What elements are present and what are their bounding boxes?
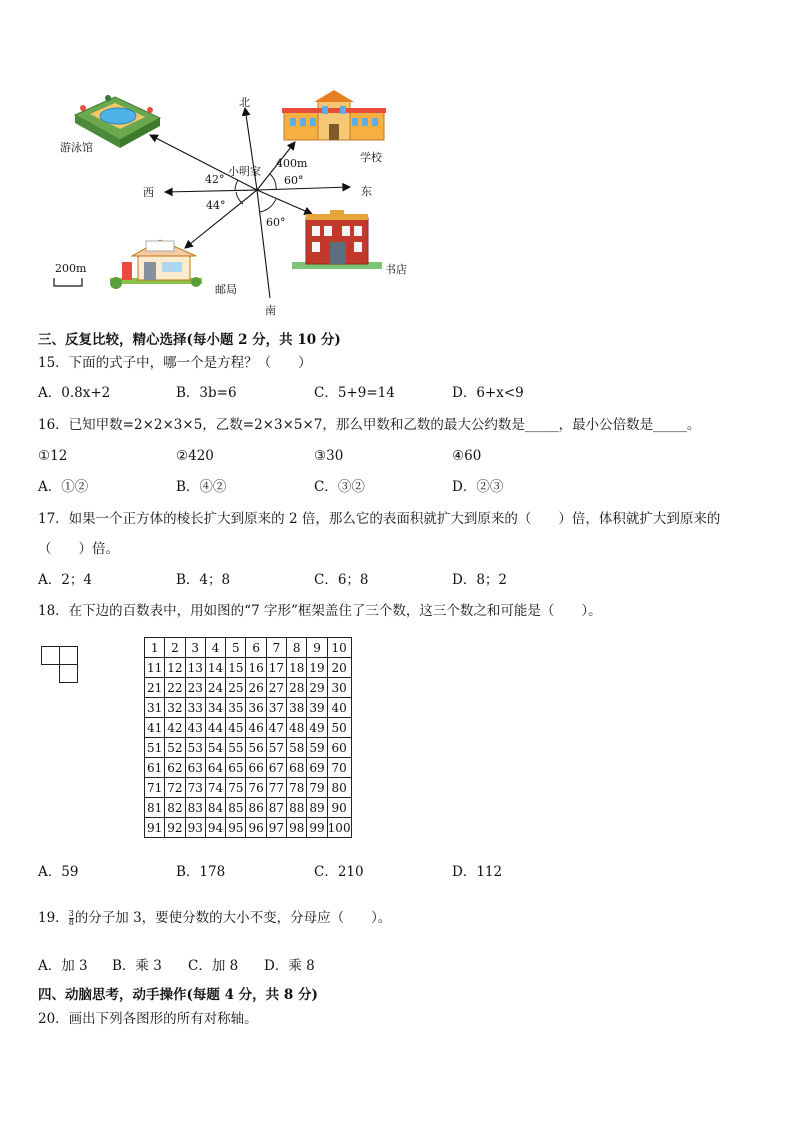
table-cell: 44 — [205, 718, 225, 738]
table-cell: 84 — [205, 798, 225, 818]
table-cell: 23 — [185, 678, 205, 698]
table-cell: 89 — [307, 798, 327, 818]
table-row — [145, 638, 352, 658]
table-cell: 6 — [246, 638, 266, 658]
table-cell: 5 — [226, 638, 246, 658]
arc-pool — [235, 180, 238, 191]
q16-stem: 16．已知甲数=2×2×3×5，乙数=2×3×5×7，那么甲数和乙数的最大公约数是_____，最小公倍数是_____。 — [38, 417, 701, 433]
table-cell: 68 — [287, 758, 307, 778]
table-cell: 25 — [226, 678, 246, 698]
table-cell: 94 — [205, 818, 225, 838]
q15-option-b[interactable]: B．3b=6 — [176, 385, 237, 401]
pool-label: 游泳馆 — [60, 141, 93, 154]
q19-number: 19． — [38, 910, 69, 926]
angle-post-label: 44° — [206, 199, 226, 212]
table-cell: 42 — [165, 718, 185, 738]
table-cell: 58 — [287, 738, 307, 758]
table-cell: 88 — [287, 798, 307, 818]
table-cell: 31 — [145, 698, 165, 718]
table-cell: 13 — [185, 658, 205, 678]
table-cell: 99 — [307, 818, 327, 838]
table-cell: 47 — [266, 718, 286, 738]
table-cell: 22 — [165, 678, 185, 698]
table-cell: 33 — [185, 698, 205, 718]
south-label: 南 — [265, 304, 276, 317]
q15-option-d[interactable]: D．6+x<9 — [452, 385, 524, 401]
table-cell: 91 — [145, 818, 165, 838]
table-cell: 74 — [205, 778, 225, 798]
table-row — [145, 738, 352, 758]
post-office-icon — [110, 240, 202, 289]
table-cell: 48 — [287, 718, 307, 738]
table-cell: 92 — [165, 818, 185, 838]
table-cell: 66 — [246, 758, 266, 778]
table-cell: 2 — [165, 638, 185, 658]
q18-option-c[interactable]: C．210 — [314, 864, 364, 880]
table-cell: 56 — [246, 738, 266, 758]
table-cell: 20 — [327, 658, 351, 678]
west-axis — [165, 190, 257, 192]
q17-stem-line2: （ ）倍。 — [38, 541, 119, 557]
table-cell: 98 — [287, 818, 307, 838]
scale-bar — [54, 278, 82, 286]
table-cell: 83 — [185, 798, 205, 818]
table-cell: 76 — [246, 778, 266, 798]
table-row — [145, 678, 352, 698]
q16-choice-4: ④60 — [452, 448, 482, 464]
seven-shape-frame — [41, 646, 78, 683]
post-label: 邮局 — [215, 283, 237, 296]
table-cell: 79 — [307, 778, 327, 798]
section3-title: 三、反复比较，精心选择(每小题 2 分，共 10 分) — [38, 332, 341, 348]
east-label: 东 — [361, 185, 372, 198]
table-cell: 75 — [226, 778, 246, 798]
q18-stem: 18．在下边的百数表中，用如图的“7 字形”框架盖住了三个数，这三个数之和可能是（ ）。 — [38, 603, 602, 619]
table-cell: 15 — [226, 658, 246, 678]
table-cell: 17 — [266, 658, 286, 678]
q17-stem-line1: 17．如果一个正方体的棱长扩大到原来的 2 倍，那么它的表面积就扩大到原来的（ ）倍，体积就扩大到原来的 — [38, 511, 721, 527]
table-cell: 59 — [307, 738, 327, 758]
q15-option-a[interactable]: A．0.8x+2 — [38, 385, 111, 401]
q16-option-d[interactable]: D．②③ — [452, 479, 504, 495]
table-row — [145, 718, 352, 738]
school-icon — [282, 90, 386, 140]
q17-option-a[interactable]: A．2；4 — [38, 572, 92, 588]
table-cell: 34 — [205, 698, 225, 718]
table-cell: 93 — [185, 818, 205, 838]
table-cell: 27 — [266, 678, 286, 698]
table-cell: 38 — [287, 698, 307, 718]
q17-option-d[interactable]: D．8；2 — [452, 572, 508, 588]
table-cell: 90 — [327, 798, 351, 818]
table-cell: 67 — [266, 758, 286, 778]
table-cell: 10 — [327, 638, 351, 658]
table-cell: 46 — [246, 718, 266, 738]
table-cell: 11 — [145, 658, 165, 678]
table-cell: 69 — [307, 758, 327, 778]
table-cell: 72 — [165, 778, 185, 798]
table-cell: 62 — [165, 758, 185, 778]
table-cell: 12 — [165, 658, 185, 678]
table-cell: 30 — [327, 678, 351, 698]
fraction-numerator: 3 — [68, 909, 74, 918]
q20-stem: 20．画出下列各图形的所有对称轴。 — [38, 1011, 258, 1027]
bookstore-icon — [292, 210, 382, 269]
q19-stem — [38, 909, 391, 927]
arc-school — [270, 174, 276, 190]
table-cell: 18 — [287, 658, 307, 678]
table-row — [145, 818, 352, 838]
table-row — [145, 778, 352, 798]
table-cell: 39 — [307, 698, 327, 718]
table-cell: 81 — [145, 798, 165, 818]
q17-option-c[interactable]: C．6；8 — [314, 572, 369, 588]
north-label: 北 — [239, 96, 250, 109]
table-cell: 3 — [185, 638, 205, 658]
q16-option-c[interactable]: C．③② — [314, 479, 365, 495]
distance-label: 400m — [276, 157, 308, 170]
bookstore-label: 书店 — [385, 263, 407, 276]
table-cell: 70 — [327, 758, 351, 778]
table-cell: 55 — [226, 738, 246, 758]
table-cell: 57 — [266, 738, 286, 758]
table-cell: 77 — [266, 778, 286, 798]
q16-option-a[interactable]: A．①② — [38, 479, 89, 495]
table-cell: 96 — [246, 818, 266, 838]
table-cell: 60 — [327, 738, 351, 758]
q18-option-a[interactable]: A．59 — [38, 864, 79, 880]
angle-bookstore-label: 60° — [266, 216, 286, 229]
q18-option-b[interactable]: B．178 — [176, 864, 226, 880]
table-cell: 64 — [205, 758, 225, 778]
q15-stem: 15．下面的式子中，哪一个是方程？（ ） — [38, 355, 312, 371]
east-axis — [257, 187, 350, 190]
q16-option-b[interactable]: B．④② — [176, 479, 227, 495]
table-cell: 32 — [165, 698, 185, 718]
table-cell: 86 — [246, 798, 266, 818]
table-cell: 24 — [205, 678, 225, 698]
q19-option-d[interactable]: D．乘 8 — [264, 958, 315, 974]
table-cell: 71 — [145, 778, 165, 798]
table-row — [145, 658, 352, 678]
q19-option-a[interactable]: A．加 3 — [38, 958, 88, 974]
direction-map — [0, 0, 794, 330]
table-cell: 53 — [185, 738, 205, 758]
table-cell: 100 — [327, 818, 351, 838]
table-cell: 16 — [246, 658, 266, 678]
table-cell: 36 — [246, 698, 266, 718]
table-cell: 1 — [145, 638, 165, 658]
q18-option-d[interactable]: D．112 — [452, 864, 503, 880]
angle-school-label: 60° — [284, 174, 304, 187]
q16-choice-2: ②420 — [176, 448, 214, 464]
table-cell: 82 — [165, 798, 185, 818]
table-cell: 61 — [145, 758, 165, 778]
south-axis — [257, 190, 270, 298]
table-cell: 73 — [185, 778, 205, 798]
q19-option-b[interactable]: B．乘 3 — [112, 958, 162, 974]
table-cell: 14 — [205, 658, 225, 678]
table-cell: 35 — [226, 698, 246, 718]
table-cell: 8 — [287, 638, 307, 658]
table-cell: 80 — [327, 778, 351, 798]
table-cell: 7 — [266, 638, 286, 658]
angle-pool-label: 42° — [205, 173, 225, 186]
table-cell: 65 — [226, 758, 246, 778]
hundred-table — [144, 637, 352, 838]
table-cell: 21 — [145, 678, 165, 698]
section4-title: 四、动脑思考，动手操作(每题 4 分，共 8 分) — [38, 987, 318, 1003]
table-cell: 40 — [327, 698, 351, 718]
arc-bookstore — [260, 199, 276, 212]
table-cell: 52 — [165, 738, 185, 758]
table-cell: 49 — [307, 718, 327, 738]
q19-fraction — [69, 910, 74, 927]
q19-option-c[interactable]: C．加 8 — [188, 958, 239, 974]
table-cell: 37 — [266, 698, 286, 718]
table-cell: 41 — [145, 718, 165, 738]
center-label: 小明家 — [228, 165, 261, 178]
table-cell: 51 — [145, 738, 165, 758]
q17-option-b[interactable]: B．4；8 — [176, 572, 231, 588]
table-cell: 28 — [287, 678, 307, 698]
q16-choice-1: ①12 — [38, 448, 68, 464]
school-label: 学校 — [360, 151, 382, 164]
table-cell: 87 — [266, 798, 286, 818]
table-cell: 95 — [226, 818, 246, 838]
table-row — [145, 758, 352, 778]
q19-stem-rest: 的分子加 3，要使分数的大小不变，分母应（ ）。 — [74, 910, 392, 926]
fraction-denominator: 8 — [68, 918, 74, 927]
scale-label: 200m — [55, 262, 87, 275]
table-row — [145, 798, 352, 818]
table-cell: 63 — [185, 758, 205, 778]
table-cell: 19 — [307, 658, 327, 678]
table-cell: 45 — [226, 718, 246, 738]
table-cell: 54 — [205, 738, 225, 758]
table-cell: 43 — [185, 718, 205, 738]
q15-option-c[interactable]: C．5+9=14 — [314, 385, 395, 401]
table-cell: 4 — [205, 638, 225, 658]
table-row — [145, 698, 352, 718]
table-cell: 78 — [287, 778, 307, 798]
q16-choice-3: ③30 — [314, 448, 344, 464]
table-cell: 9 — [307, 638, 327, 658]
table-cell: 97 — [266, 818, 286, 838]
table-cell: 26 — [246, 678, 266, 698]
table-cell: 85 — [226, 798, 246, 818]
west-label: 西 — [143, 186, 154, 199]
table-cell: 29 — [307, 678, 327, 698]
table-cell: 50 — [327, 718, 351, 738]
